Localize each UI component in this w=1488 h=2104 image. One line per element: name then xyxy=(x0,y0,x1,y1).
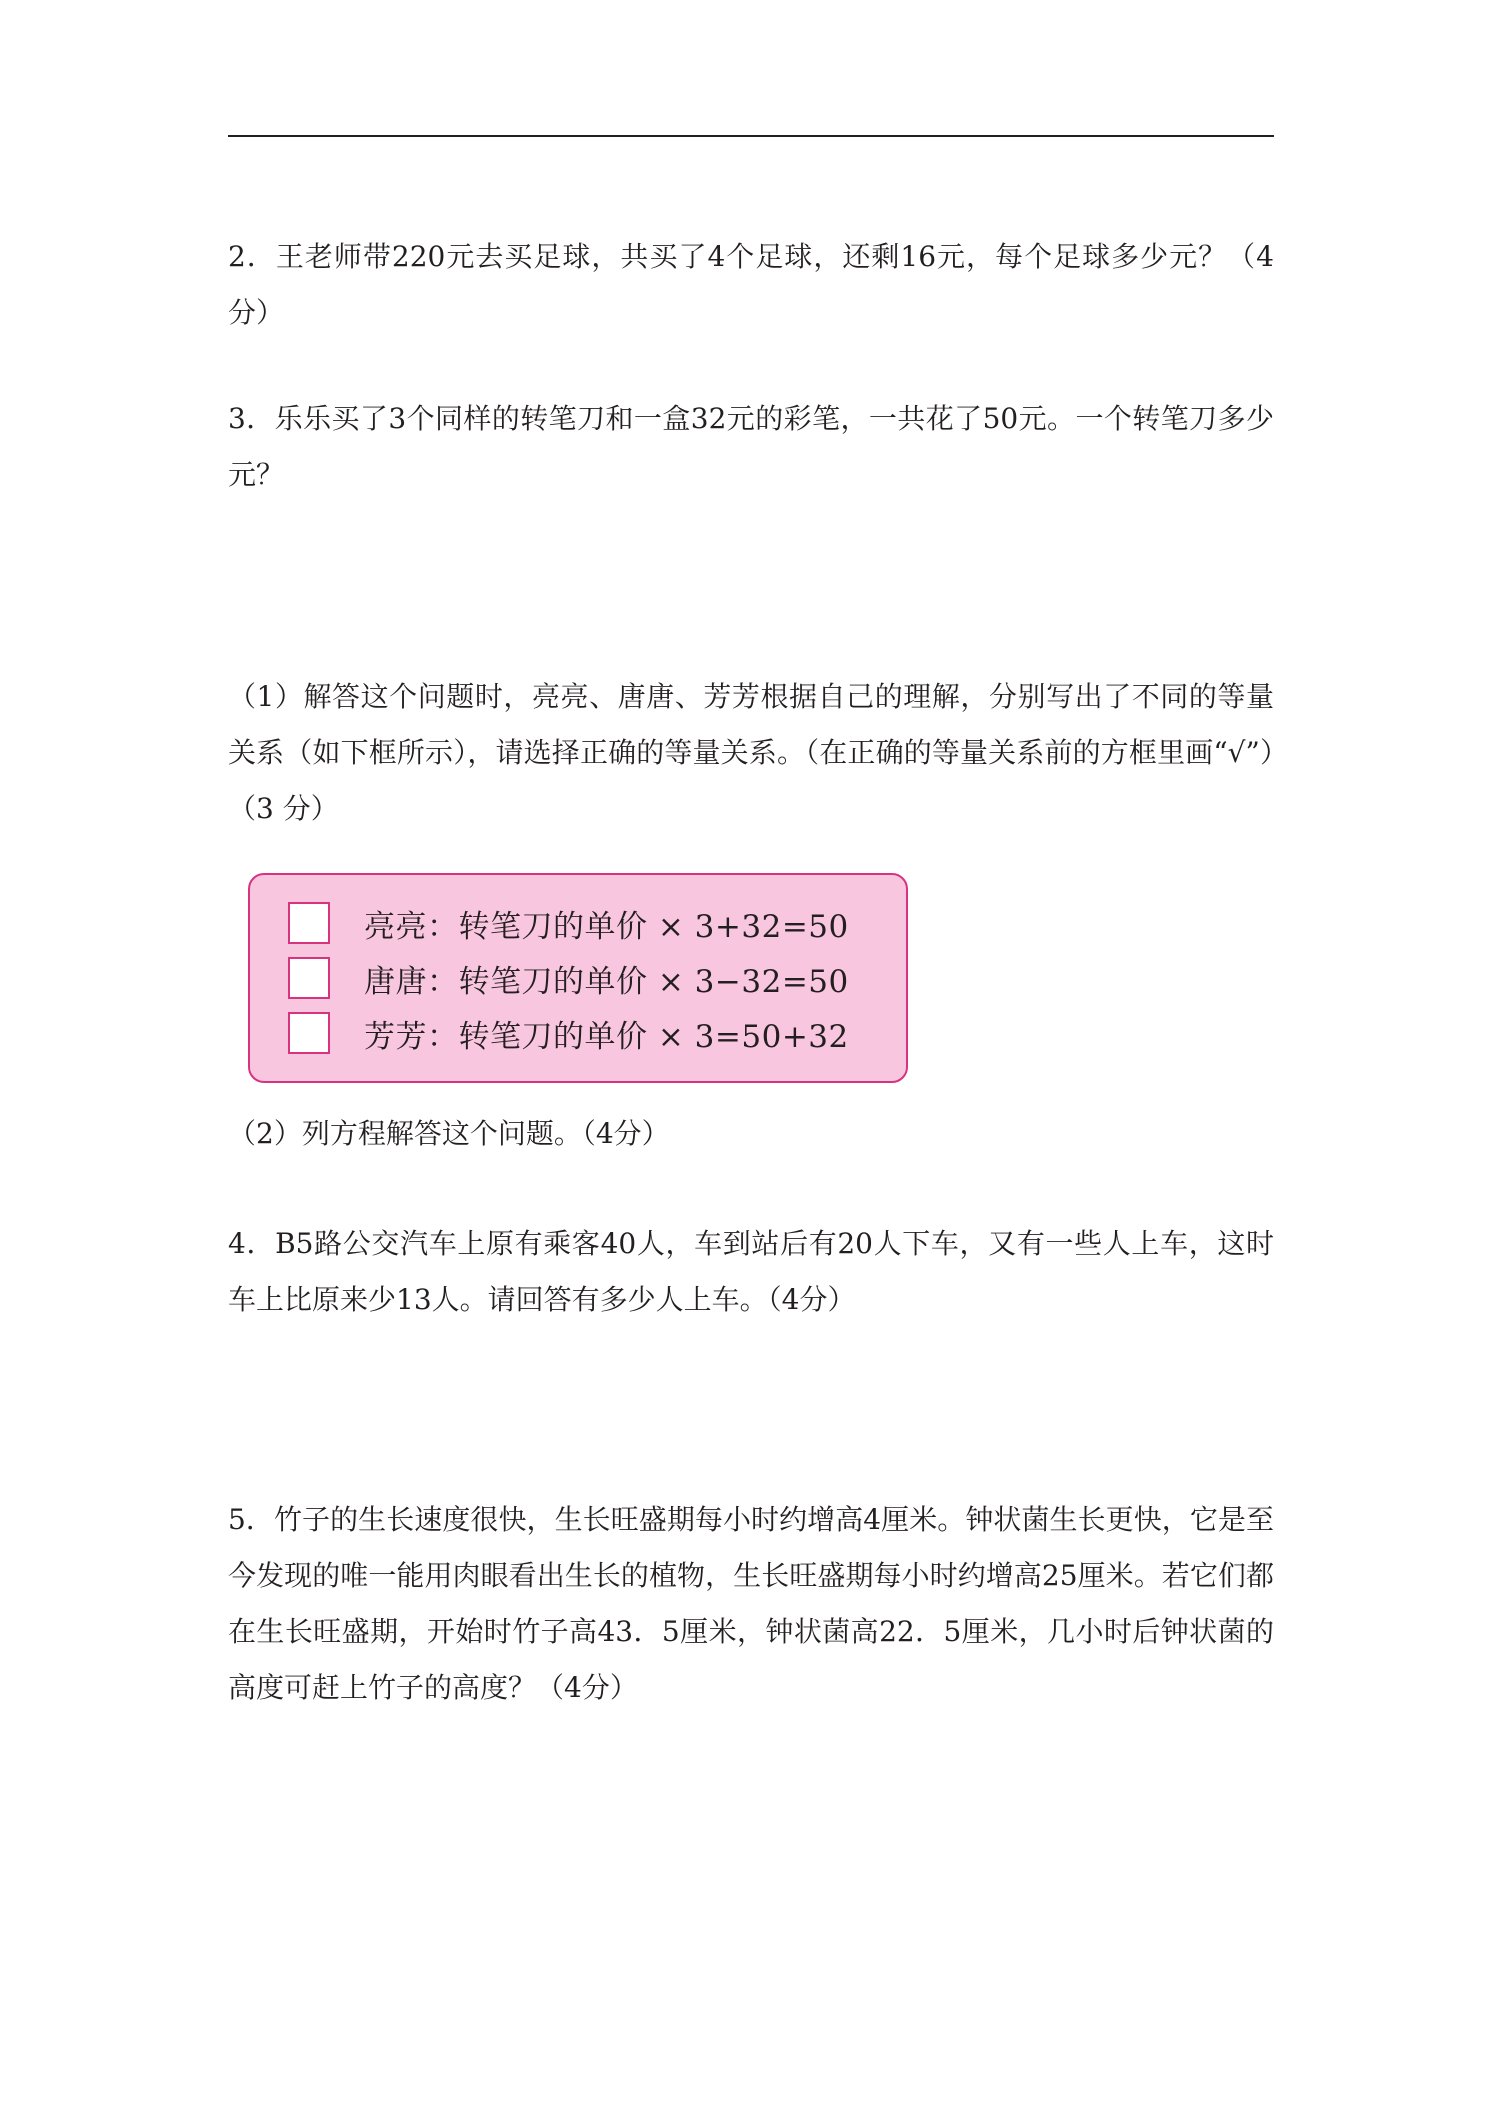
question-5-text: 5．竹子的生长速度很快，生长旺盛期每小时约增高4厘米。钟状菌生长更快，它是至今发现的唯一能用肉眼看出生长的植物，生长旺盛期每小时约增高25厘米。若它们都在生长旺盛期，开始时竹子高43．5厘米，钟状菌高22．5厘米，几小时后钟状菌的高度可赶上竹子的高度？（4分） xyxy=(228,1503,1274,1704)
question-3-part-2-text: （2）列方程解答这个问题。（4分） xyxy=(228,1117,670,1150)
option-liangliang-text: 亮亮：转笔刀的单价 × 3+32=50 xyxy=(364,908,849,945)
question-2 xyxy=(228,229,1274,341)
question-3-part-1-text: （1）解答这个问题时，亮亮、唐唐、芳芳根据自己的理解，分别写出了不同的等量关系（如下框所示），请选择正确的等量关系。（在正确的等量关系前的方框里画“√”）（3 分） xyxy=(228,680,1274,825)
option-row-fangfang xyxy=(288,1009,849,1057)
question-4 xyxy=(228,1216,1274,1328)
checkbox-liangliang[interactable] xyxy=(288,902,330,944)
option-fangfang-text: 芳芳：转笔刀的单价 × 3=50+32 xyxy=(364,1018,849,1055)
question-2-text: 2．王老师带220元去买足球，共买了4个足球，还剩16元，每个足球多少元？（4分） xyxy=(228,240,1274,329)
question-3 xyxy=(228,391,1274,503)
question-4-text: 4．B5路公交汽车上原有乘客40人，车到站后有20人下车，又有一些人上车，这时车上比原来少13人。请回答有多少人上车。（4分） xyxy=(228,1227,1274,1316)
question-3-part-1 xyxy=(228,669,1274,837)
option-tangtang-text: 唐唐：转笔刀的单价 × 3−32=50 xyxy=(364,963,849,1000)
option-row-tangtang xyxy=(288,954,849,1002)
header-rule xyxy=(228,135,1274,137)
checkbox-tangtang[interactable] xyxy=(288,957,330,999)
question-3-text: 3．乐乐买了3个同样的转笔刀和一盒32元的彩笔，一共花了50元。一个转笔刀多少元？ xyxy=(228,402,1274,491)
equation-options-box xyxy=(248,873,908,1083)
option-row-liangliang xyxy=(288,899,849,947)
question-3-part-2 xyxy=(228,1106,1274,1162)
checkbox-fangfang[interactable] xyxy=(288,1012,330,1054)
question-5 xyxy=(228,1492,1274,1716)
